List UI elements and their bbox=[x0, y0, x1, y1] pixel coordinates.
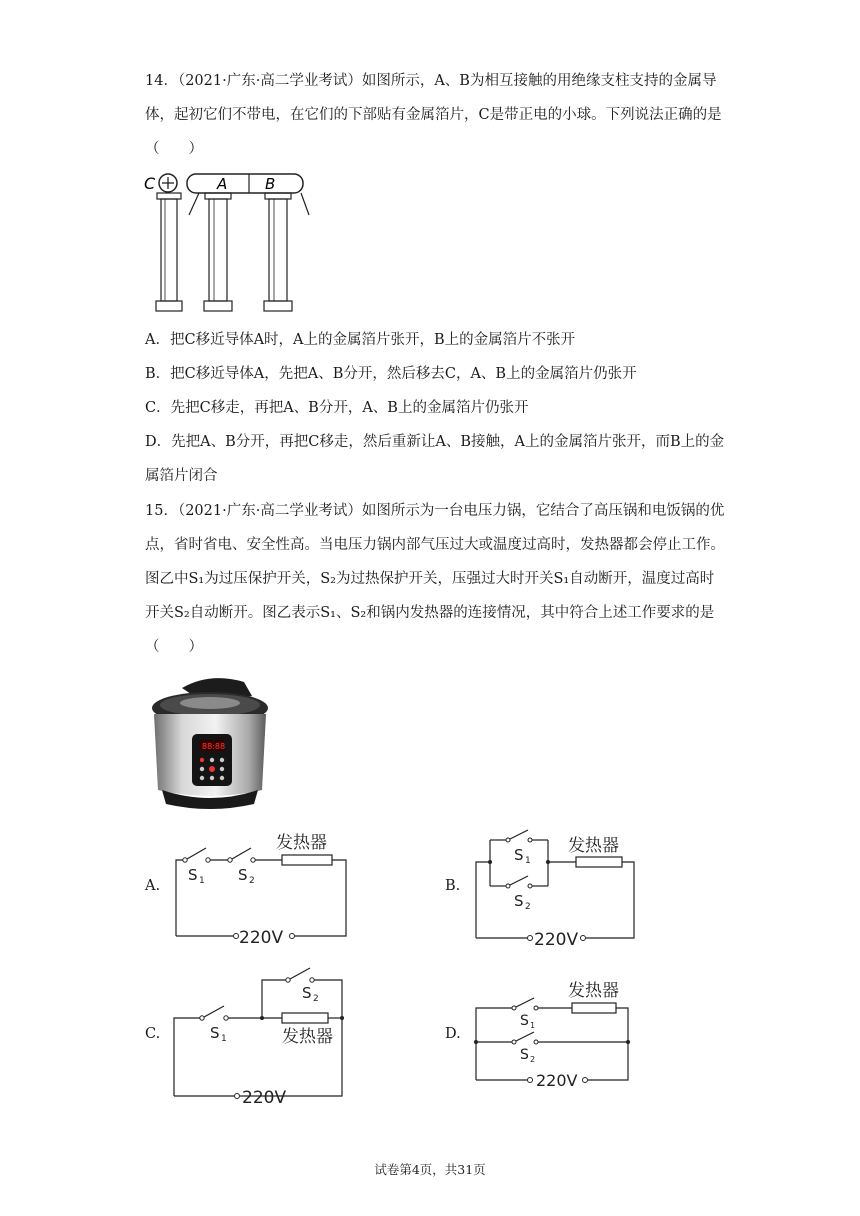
circuit-b-s1-sub: 1 bbox=[525, 856, 531, 866]
circuit-a-heater-label: 发热器 bbox=[276, 833, 327, 853]
circuit-b-s2-sub: 2 bbox=[525, 902, 531, 912]
circuit-a-diagram bbox=[170, 826, 352, 948]
circuit-c-s1: S bbox=[210, 1024, 220, 1042]
q14-stem: 14．（2021·广东·高二学业考试）如图所示，A、B为相互接触的用绝缘支柱支持的金属导体，起初它们不带电，在它们的下部贴有金属箔片，C是带正电的小球。下列说法正确的是（ ） bbox=[145, 73, 722, 157]
circuit-a-voltage: 220V bbox=[239, 928, 284, 948]
q14-option-d: D．先把A、B分开，再把C移走，然后重新让A、B接触，A上的金属箔片张开，而B上的金属箔片闭合 bbox=[145, 434, 725, 484]
page-footer: 试卷第4页，共31页 bbox=[374, 1162, 486, 1177]
circuit-a-s2-sub: 2 bbox=[249, 876, 255, 886]
q14-figure-insulated-conductors bbox=[143, 170, 318, 320]
label-a: A bbox=[217, 175, 228, 193]
circuit-a-label: A. bbox=[145, 878, 161, 894]
label-b: B bbox=[265, 175, 276, 193]
circuit-b-s1: S bbox=[514, 846, 524, 864]
circuit-d-heater-label: 发热器 bbox=[568, 981, 619, 1001]
circuit-c-s2-sub: 2 bbox=[313, 994, 319, 1004]
circuit-c-label: C. bbox=[145, 1026, 161, 1042]
circuit-d-diagram bbox=[470, 976, 636, 1092]
circuit-c-diagram bbox=[170, 964, 352, 1110]
circuit-d-s1-sub: 1 bbox=[530, 1021, 536, 1030]
cooker-display: 88:88 bbox=[202, 742, 226, 751]
circuit-c-voltage: 220V bbox=[242, 1088, 287, 1108]
circuit-c-heater-label: 发热器 bbox=[282, 1027, 333, 1047]
circuit-b-label: B. bbox=[445, 878, 461, 894]
circuit-b-s2: S bbox=[514, 892, 524, 910]
q14-option-a: A．把C移近导体A时，A上的金属箔片张开，B上的金属箔片不张开 bbox=[145, 332, 576, 348]
circuit-c-s1-sub: 1 bbox=[221, 1034, 227, 1044]
circuit-d-s1: S bbox=[520, 1013, 529, 1029]
circuit-d-voltage: 220V bbox=[536, 1071, 578, 1090]
circuit-a-s2: S bbox=[238, 866, 248, 884]
circuit-a-s1-sub: 1 bbox=[199, 876, 205, 886]
circuit-b-voltage: 220V bbox=[534, 930, 579, 950]
circuit-b-heater-label: 发热器 bbox=[568, 836, 619, 856]
circuit-c-s2: S bbox=[302, 984, 312, 1002]
q14-option-c: C．先把C移走，再把A、B分开，A、B上的金属箔片仍张开 bbox=[145, 400, 529, 416]
circuit-d-s2-sub: 2 bbox=[530, 1055, 536, 1064]
circuit-b-diagram bbox=[468, 826, 640, 950]
q15-stem: 15．（2021·广东·高二学业考试）如图所示为一台电压力锅，它结合了高压锅和电饭锅的优点，省时省电、安全性高。当电压力锅内部气压过大或温度过高时，发热器都会停止工作。图乙中S₁为过压保护开关，S₂为过热保护开关，压强过大时开关S₁自动断开，温度过高时开关S₂自动断开。图乙表示S₁、S₂和锅内发热器的连接情况，其中符合上述工作要求的是（ ） bbox=[145, 503, 725, 655]
pressure-cooker-image bbox=[148, 672, 273, 814]
circuit-d-s2: S bbox=[520, 1047, 529, 1063]
circuit-a-s1: S bbox=[188, 866, 198, 884]
circuit-d-label: D. bbox=[445, 1026, 461, 1042]
label-c: C bbox=[144, 174, 156, 193]
q14-option-b: B．把C移近导体A，先把A、B分开，然后移去C，A、B上的金属箔片仍张开 bbox=[145, 366, 637, 382]
